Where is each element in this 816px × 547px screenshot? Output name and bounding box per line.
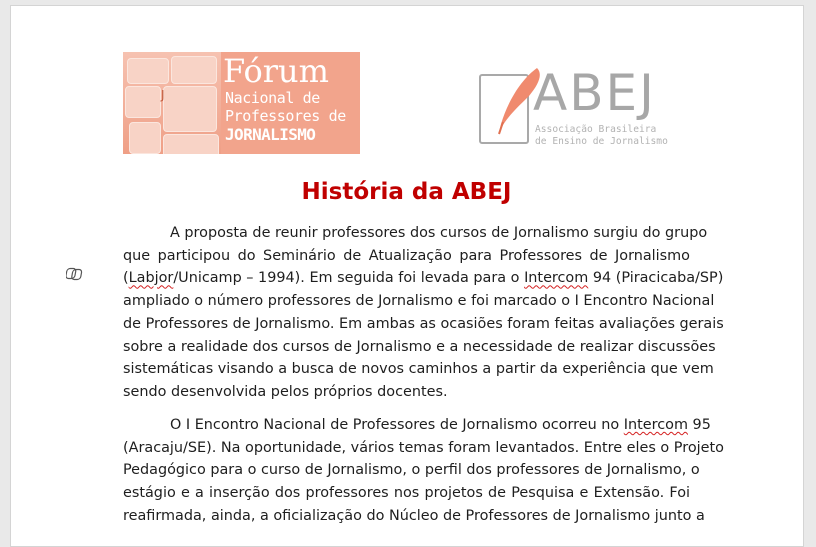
document-page (10, 5, 804, 547)
text-segment: /Unicamp – 1994). Em seguida foi levada para o (173, 270, 525, 287)
text-line: (Aracaju/SE). Na oportunidade, vários temas foram levantados. Entre eles o Projeto (123, 439, 724, 456)
text-line: A proposta de reunir professores dos cursos de Jornalismo surgiu do grupo (170, 225, 708, 241)
spellcheck-word: Labjor (128, 270, 174, 287)
forum-logo-title: Fórum (223, 52, 329, 90)
abej-logo-caption2: de Ensino de Jornalismo (535, 136, 668, 147)
spellcheck-word: Intercom (623, 417, 688, 433)
text-segment: 94 (Piracicaba/SP) (588, 270, 724, 287)
key-letter: J (161, 88, 165, 102)
text-line (123, 414, 711, 437)
abej-logo-name: ABEJ (533, 64, 656, 122)
paragraph-2 (123, 414, 724, 528)
text-line: sistemáticas visando a busca de novos caminhos a partir da experiência que vem (123, 361, 714, 378)
text-segment: ( (123, 270, 129, 287)
abej-logo-caption1: Associação Brasileira (535, 124, 657, 135)
text-line: reafirmada, ainda, a oficialização do Núcleo de Professores de Jornalismo junto a (123, 507, 705, 524)
paragraph-1 (123, 222, 724, 404)
text-segment: O I Encontro Nacional de Professores de Jornalismo ocorreu no (170, 417, 624, 433)
text-line (123, 267, 724, 290)
forum-logo-line2: Professores de (225, 107, 346, 125)
forum-logo (123, 52, 360, 154)
text-line: estágio e a inserção dos professores nos projetos de Pesquisa e Extensão. Foi (123, 485, 690, 502)
abej-logo (477, 64, 687, 146)
text-segment: 95 (687, 417, 711, 433)
text-line: de Professores de Jornalismo. Em ambas as ocasiões foram feitas avaliações gerais (123, 315, 724, 332)
forum-logo-line3: JORNALISMO (225, 125, 316, 144)
spellcheck-word: Intercom (524, 270, 589, 287)
text-line: que participou do Seminário de Atualização para Professores de Jornalismo (123, 247, 690, 264)
document-title: História da ABEJ (301, 179, 512, 205)
text-line: Pedagógico para o curso de Jornalismo, o perfil dos professores de Jornalismo, o (123, 462, 700, 479)
text-line: sobre a realidade dos cursos de Jornalismo e a necessidade de realizar discussões (123, 338, 716, 355)
keyboard-image (123, 52, 221, 154)
text-line: sendo desenvolvida pelos próprios docentes. (123, 383, 448, 400)
forum-logo-line1: Nacional de (225, 89, 320, 107)
copilot-icon[interactable] (66, 267, 84, 281)
text-line: ampliado o número professores de Jornalismo e foi marcado o I Encontro Nacional (123, 293, 715, 310)
